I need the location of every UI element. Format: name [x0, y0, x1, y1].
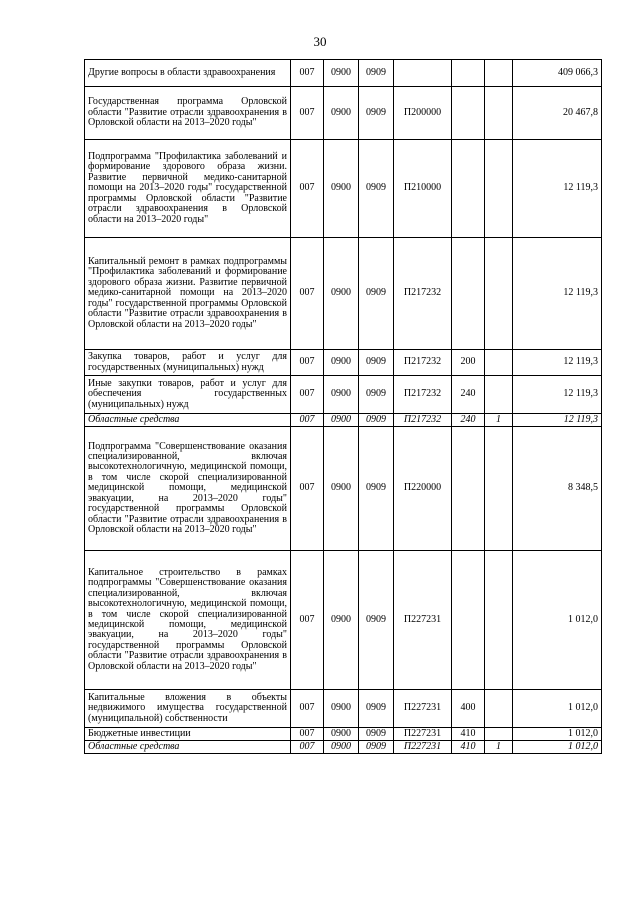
funding-source-code: 1 [485, 414, 513, 427]
subsection-code: 0909 [359, 140, 394, 238]
expense-type-code: 410 [452, 728, 485, 741]
funding-source-code [485, 87, 513, 140]
ministry-code: 007 [291, 60, 324, 87]
table-row [85, 376, 602, 414]
row-name: Областные средства [85, 741, 291, 754]
section-code: 0900 [324, 414, 359, 427]
row-name: Другие вопросы в области здравоохранения [85, 60, 291, 87]
target-code: П227231 [394, 690, 452, 728]
subsection-code: 0909 [359, 238, 394, 350]
table-row [85, 350, 602, 376]
section-code: 0900 [324, 427, 359, 551]
section-code: 0900 [324, 87, 359, 140]
expense-type-code: 240 [452, 414, 485, 427]
subsection-code: 0909 [359, 414, 394, 427]
table-row [85, 728, 602, 741]
funding-source-code [485, 238, 513, 350]
table-row [85, 551, 602, 690]
funding-source-code [485, 376, 513, 414]
table-row [85, 140, 602, 238]
section-code: 0900 [324, 238, 359, 350]
target-code [394, 60, 452, 87]
amount: 1 012,0 [513, 551, 602, 690]
expense-type-code: 410 [452, 741, 485, 754]
target-code: П227231 [394, 728, 452, 741]
expense-type-code [452, 238, 485, 350]
ministry-code: 007 [291, 238, 324, 350]
table-row [85, 87, 602, 140]
target-code: П217232 [394, 238, 452, 350]
funding-source-code [485, 60, 513, 87]
budget-table [84, 59, 602, 754]
table-row [85, 414, 602, 427]
amount: 12 119,3 [513, 140, 602, 238]
ministry-code: 007 [291, 350, 324, 376]
subsection-code: 0909 [359, 60, 394, 87]
row-name: Капитальные вложения в объекты недвижимого имущества государственной (муниципальной) собственности [85, 690, 291, 728]
funding-source-code [485, 350, 513, 376]
target-code: П217232 [394, 414, 452, 427]
amount: 1 012,0 [513, 741, 602, 754]
section-code: 0900 [324, 140, 359, 238]
section-code: 0900 [324, 728, 359, 741]
amount: 12 119,3 [513, 238, 602, 350]
row-name: Областные средства [85, 414, 291, 427]
target-code: П220000 [394, 427, 452, 551]
table-row [85, 427, 602, 551]
expense-type-code [452, 427, 485, 551]
expense-type-code [452, 551, 485, 690]
amount: 12 119,3 [513, 376, 602, 414]
funding-source-code [485, 427, 513, 551]
expense-type-code: 240 [452, 376, 485, 414]
table-row [85, 690, 602, 728]
funding-source-code [485, 140, 513, 238]
table-row [85, 238, 602, 350]
section-code: 0900 [324, 350, 359, 376]
ministry-code: 007 [291, 87, 324, 140]
row-name: Закупка товаров, работ и услуг для государственных (муниципальных) нужд [85, 350, 291, 376]
ministry-code: 007 [291, 140, 324, 238]
funding-source-code [485, 551, 513, 690]
expense-type-code [452, 140, 485, 238]
funding-source-code [485, 728, 513, 741]
subsection-code: 0909 [359, 690, 394, 728]
table-row [85, 741, 602, 754]
target-code: П200000 [394, 87, 452, 140]
ministry-code: 007 [291, 728, 324, 741]
ministry-code: 007 [291, 427, 324, 551]
ministry-code: 007 [291, 690, 324, 728]
subsection-code: 0909 [359, 350, 394, 376]
funding-source-code [485, 690, 513, 728]
expense-type-code: 400 [452, 690, 485, 728]
subsection-code: 0909 [359, 741, 394, 754]
expense-type-code [452, 87, 485, 140]
ministry-code: 007 [291, 376, 324, 414]
amount: 12 119,3 [513, 414, 602, 427]
subsection-code: 0909 [359, 728, 394, 741]
amount: 12 119,3 [513, 350, 602, 376]
row-name: Подпрограмма "Совершенствование оказания специализированной, включая высокотехнологичную, медицинской помощи, в том числе скорой специализированной медицинской помощи, медицинской эвакуации, на 2013–2020 годы" государственной программы Орловской области "Развитие отрасли здравоохранения в Орловской области на 2013–2020 годы" [85, 427, 291, 551]
page-number: 30 [313, 34, 327, 49]
expense-type-code [452, 60, 485, 87]
amount: 1 012,0 [513, 690, 602, 728]
row-name: Капитальный ремонт в рамках подпрограммы "Профилактика заболеваний и формирование здорового образа жизни. Развитие первичной медико-санитарной помощи на 2013–2020 годы" государственной программы Орловской области "Развитие отрасли здравоохранения в Орловской области на 2013–2020 годы" [85, 238, 291, 350]
row-name: Бюджетные инвестиции [85, 728, 291, 741]
ministry-code: 007 [291, 414, 324, 427]
row-name: Государственная программа Орловской области "Развитие отрасли здравоохранения в Орловской области на 2013–2020 годы" [85, 87, 291, 140]
target-code: П227231 [394, 551, 452, 690]
amount: 8 348,5 [513, 427, 602, 551]
subsection-code: 0909 [359, 87, 394, 140]
amount: 1 012,0 [513, 728, 602, 741]
row-name: Иные закупки товаров, работ и услуг для обеспечения государственных (муниципальных) нужд [85, 376, 291, 414]
amount: 20 467,8 [513, 87, 602, 140]
section-code: 0900 [324, 551, 359, 690]
subsection-code: 0909 [359, 427, 394, 551]
amount: 409 066,3 [513, 60, 602, 87]
funding-source-code: 1 [485, 741, 513, 754]
row-name: Капитальное строительство в рамках подпрограммы "Совершенствование оказания специализированной, включая высокотехнологичную, медицинской помощи, в том числе скорой специализированной медицинской помощи, медицинской эвакуации, на 2013–2020 годы" государственной программы Орловской области "Развитие отрасли здравоохранения в Орловской области на 2013–2020 годы" [85, 551, 291, 690]
ministry-code: 007 [291, 551, 324, 690]
target-code: П227231 [394, 741, 452, 754]
section-code: 0900 [324, 376, 359, 414]
table-row [85, 60, 602, 87]
ministry-code: 007 [291, 741, 324, 754]
section-code: 0900 [324, 60, 359, 87]
section-code: 0900 [324, 690, 359, 728]
subsection-code: 0909 [359, 551, 394, 690]
target-code: П210000 [394, 140, 452, 238]
expense-type-code: 200 [452, 350, 485, 376]
target-code: П217232 [394, 350, 452, 376]
section-code: 0900 [324, 741, 359, 754]
target-code: П217232 [394, 376, 452, 414]
row-name: Подпрограмма "Профилактика заболеваний и формирование здорового образа жизни. Развитие первичной медико-санитарной помощи на 2013–2020 годы" государственной программы Орловской области "Развитие отрасли здравоохранения в Орловской области на 2013–2020 годы" [85, 140, 291, 238]
subsection-code: 0909 [359, 376, 394, 414]
